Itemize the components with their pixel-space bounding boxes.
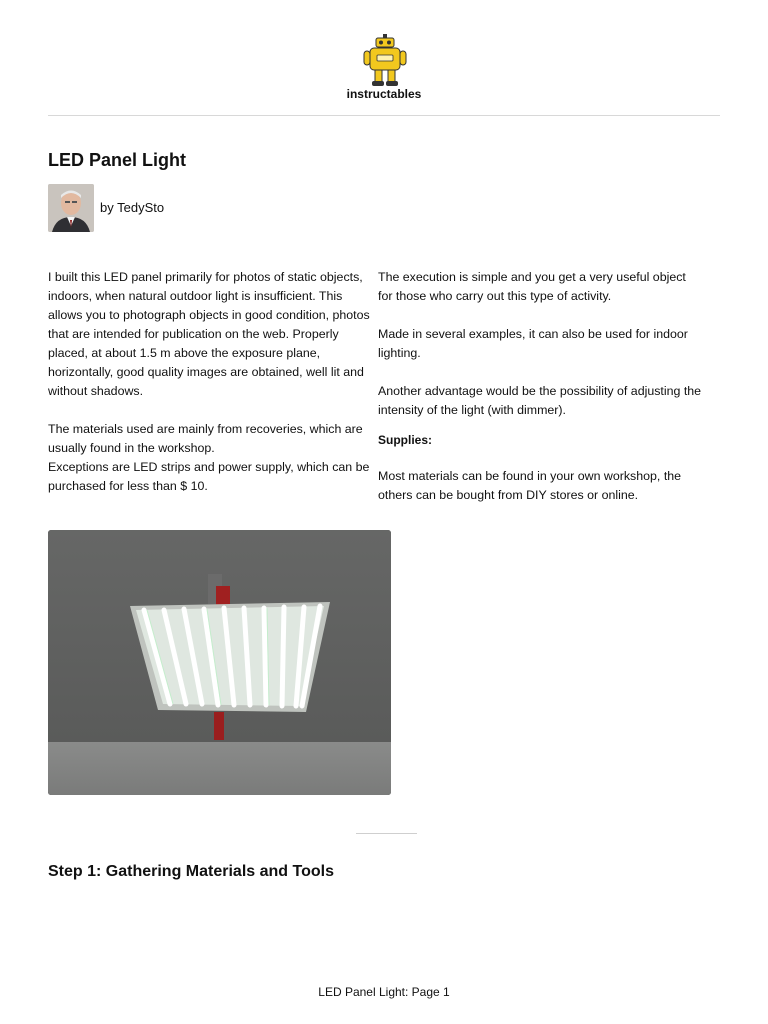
supplies-heading: Supplies: <box>378 433 433 447</box>
avatar-portrait-icon <box>48 184 94 232</box>
intro-paragraph-5: Made in several examples, it can also be used for indoor lighting. <box>378 327 688 360</box>
page-title: LED Panel Light <box>48 150 187 170</box>
section-separator <box>356 833 417 834</box>
led-panel-photo[interactable] <box>48 530 391 795</box>
page-footer: LED Panel Light: Page 1 <box>318 985 450 999</box>
intro-column-right <box>378 268 702 524</box>
author-avatar[interactable] <box>48 184 94 232</box>
author-byline[interactable]: by TedySto <box>100 200 165 215</box>
header-divider <box>48 115 720 116</box>
intro-column-left <box>48 268 372 515</box>
step-1-title: Step 1: Gathering Materials and Tools <box>48 863 334 880</box>
supplies-text: Most materials can be found in your own workshop, the others can be bought from DIY stores or online. <box>378 469 682 502</box>
intro-paragraph-1: I built this LED panel primarily for photos of static objects, indoors, when natural outdoor light is insufficient. This allows you to photograph objects in good condition, photos that are intended for publication on the web. Properly placed, at about 1.5 m above the exposure plane, horizontally, good quality images are obtained, well lit and without shadows. <box>48 270 370 398</box>
intro-paragraph-4: The execution is simple and you get a very useful object for those who carry out this type of activity. <box>378 270 686 303</box>
intro-paragraph-6: Another advantage would be the possibility of adjusting the intensity of the light (with dimmer). <box>378 384 702 417</box>
led-panel-illustration <box>48 530 391 795</box>
brand-name[interactable]: instructables <box>346 87 422 101</box>
instructables-robot-logo-icon[interactable] <box>362 34 408 88</box>
intro-paragraph-2: The materials used are mainly from recoveries, which are usually found in the workshop. <box>48 422 363 455</box>
page-header <box>0 0 768 116</box>
intro-paragraph-3: Exceptions are LED strips and power supply, which can be purchased for less than $ 10. <box>48 460 370 493</box>
